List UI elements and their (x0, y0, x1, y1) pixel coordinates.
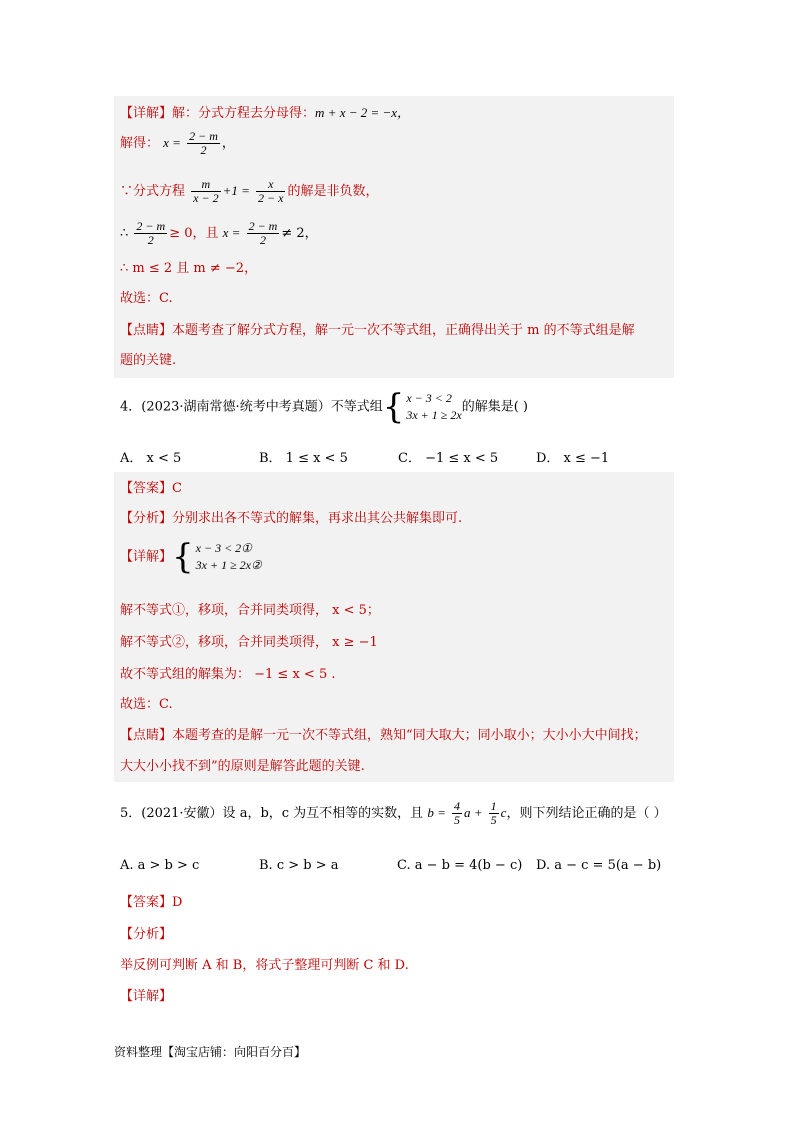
fraction: $\frac{2 - m}{2}$ (136, 219, 166, 247)
q3-detail-line1: 【详解】解：分式方程去分母得：m + x − 2 = −x， (120, 105, 411, 121)
q4-analysis: 【分析】分别求出各不等式的解集，再求出其公共解集即可. (120, 511, 463, 526)
q5-option-c: C. a − b = 4(b − c) (397, 858, 523, 873)
q4-option-b: B． 1 ≤ x < 5 (259, 451, 348, 466)
q3-point-line1: 【点睛】本题考查了解分式方程，解一元一次不等式组，正确得出关于 m 的不等式组是解 (120, 323, 635, 338)
inequality-system: x − 3 < 2① 3x + 1 ≥ 2x② (195, 541, 262, 572)
q3-point-line2: 题的关键. (120, 353, 177, 368)
q4-step3: 故不等式组的解集为： −1 ≤ x < 5 . (120, 667, 336, 682)
q5-analysis: 举反例可判断 A 和 B，将式子整理可判断 C 和 D. (120, 958, 409, 973)
q4-stem: 4．(2023·湖南常德·统考中考真题）不等式组{ x − 3 < 2 3x + 1 ≥ 2x 的解集是( ) (120, 387, 528, 427)
q3-detail-line6: 故选：C. (120, 291, 173, 306)
q3-detail-line2: 解得： x = $\frac{2 - m}{2}$ ， (120, 129, 235, 157)
q3-detail-line5: ∴ m ≤ 2 且 m ≠ −2， (120, 261, 258, 276)
q4-option-d: D． x ≤ −1 (536, 451, 610, 466)
q4-step2: 解不等式②，移项，合并同类项得， x ≥ −1 (120, 635, 378, 650)
q5-answer: 【答案】D (120, 895, 183, 910)
fraction: $\frac{x}{2 - x}$ (258, 177, 284, 205)
q4-detail: 【详解】{ x − 3 < 2① 3x + 1 ≥ 2x② (120, 537, 262, 577)
fraction: $\frac{4}{5}$ (454, 799, 460, 827)
fraction: $\frac{2 - m}{2}$ (189, 129, 218, 157)
page-footer: 资料整理【淘宝店铺：向阳百分百】 (114, 1045, 307, 1059)
q5-analysis-label: 【分析】 (120, 927, 173, 942)
detail-label: 【详解】 (120, 106, 173, 121)
q5-detail-label: 【详解】 (120, 989, 173, 1004)
q4-answer: 【答案】C (120, 481, 182, 496)
q4-step4: 故选：C. (120, 697, 173, 712)
q5-stem: 5．(2021·安徽）设 a，b，c 为互不相等的实数，且 b = $\frac{4}{5}$ a + $\frac{1}{5}$ c，则下列结论正确的是（ ） (120, 799, 667, 827)
q4-option-c: C． −1 ≤ x < 5 (398, 451, 499, 466)
q4-option-a: A． x < 5 (120, 451, 182, 466)
q4-step1: 解不等式①，移项，合并同类项得， x < 5； (120, 603, 380, 618)
fraction: $\frac{1}{5}$ (490, 799, 497, 827)
q4-point-line2: 大大小小找不到”的原则是解答此题的关键. (120, 759, 365, 774)
q5-option-b: B. c > b > a (259, 858, 339, 873)
q4-point-line1: 【点睛】本题考查的是解一元一次不等式组，熟知“同大取大；同小取小；大小小大中间找； (120, 728, 647, 743)
brace-icon: { (172, 537, 194, 577)
q3-detail-line4: ∴ $\frac{2 - m}{2}$ ≥ 0，且 x = $\frac{2 - m}{2}$ ≠ 2， (120, 219, 318, 247)
q3-detail-line3: ∵分式方程 $\frac{m}{x - 2}$ +1 = $\frac{x}{2 - x}$ 的解是非负数， (120, 177, 379, 205)
fraction: $\frac{2 - m}{2}$ (248, 219, 278, 247)
inequality-system: x − 3 < 2 3x + 1 ≥ 2x (406, 391, 462, 422)
point-label: 【点睛】 (120, 323, 173, 338)
brace-icon: { (382, 387, 405, 427)
q5-option-d: D. a − c = 5(a − b) (536, 858, 662, 873)
fraction: $\frac{m}{x - 2}$ (193, 177, 219, 205)
q5-option-a: A. a > b > c (120, 858, 200, 873)
